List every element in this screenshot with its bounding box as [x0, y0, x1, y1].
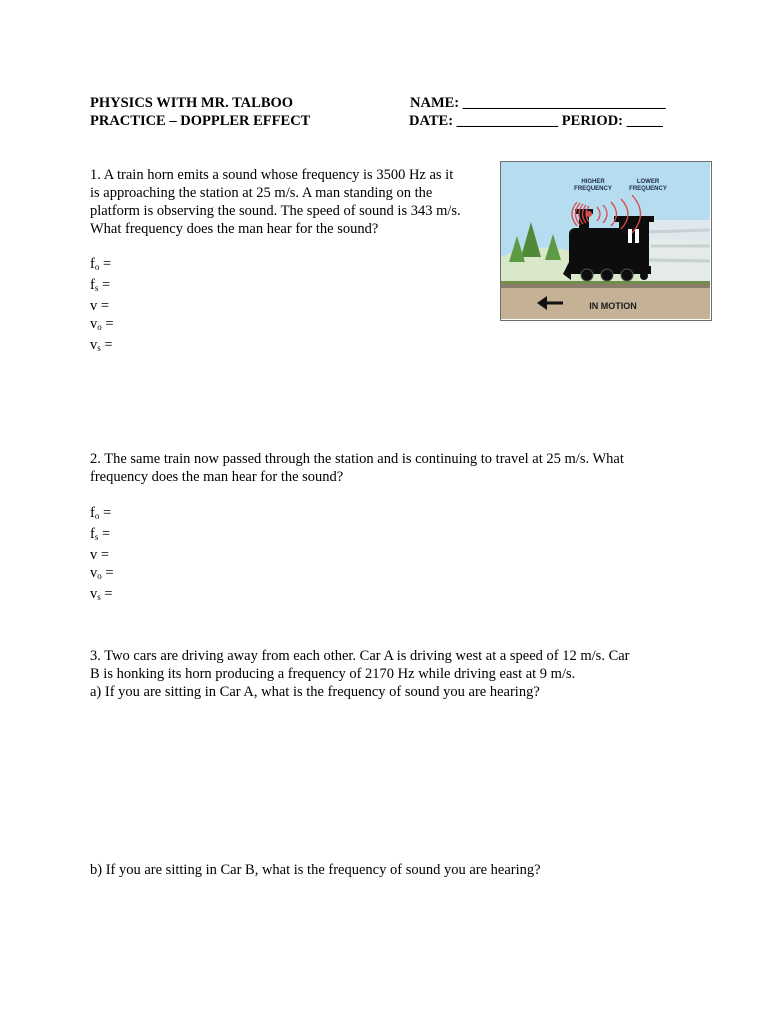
name-field[interactable]: NAME: ____________________________ [410, 95, 666, 111]
question-1 [90, 166, 490, 238]
question-2-line: 2. The same train now passed through the station and is continuing to travel at 25 m/s. What [90, 451, 624, 467]
question-2-variables [90, 504, 114, 606]
question-2-line: frequency does the man hear for the sound? [90, 469, 344, 485]
lower-label: LOWER [636, 179, 660, 185]
question-1-line: is approaching the station at 25 m/s. A man standing on the [90, 185, 433, 201]
question-3a: a) If you are sitting in Car A, what is the frequency of sound you are hearing? [90, 684, 540, 700]
var-vo: $v_o$ = [90, 316, 114, 332]
train-illustration [501, 162, 710, 319]
date-period-field[interactable]: DATE: ______________ PERIOD: _____ [409, 113, 663, 129]
lower-frequency-label: FREQUENCY [629, 186, 667, 192]
var-vo: $v_o$ = [90, 565, 114, 581]
var-vs: $v_s$ = [90, 586, 113, 602]
question-3-line: 3. Two cars are driving away from each other. Car A is driving west at a speed of 12 m/s. Car [90, 648, 630, 664]
var-vs: $v_s$ = [90, 337, 113, 353]
var-v: v = [90, 298, 110, 314]
var-v: v = [90, 547, 110, 563]
worksheet-title: PRACTICE – DOPPLER EFFECT [90, 113, 311, 129]
var-fs: $f_s$ = [90, 526, 111, 542]
question-1-line: 1. A train horn emits a sound whose frequency is 3500 Hz as it [90, 167, 454, 183]
var-fo: $f_o$ = [90, 256, 112, 272]
question-3 [90, 647, 720, 701]
question-3-line: B is honking its horn producing a frequency of 2170 Hz while driving east at 9 m/s. [90, 666, 576, 682]
question-3b: b) If you are sitting in Car B, what is the frequency of sound you are hearing? [90, 862, 541, 878]
higher-label: HIGHER [581, 179, 605, 185]
higher-frequency-label: FREQUENCY [574, 186, 612, 192]
question-2 [90, 450, 710, 486]
var-fs: $f_s$ = [90, 277, 111, 293]
in-motion-label: IN MOTION [589, 301, 637, 311]
question-1-variables [90, 255, 114, 357]
doppler-train-figure [500, 161, 712, 321]
question-1-line: What frequency does the man hear for the sound? [90, 221, 379, 237]
var-fo: $f_o$ = [90, 505, 112, 521]
question-1-line: platform is observing the sound. The speed of sound is 343 m/s. [90, 203, 461, 219]
course-title: PHYSICS WITH MR. TALBOO [90, 95, 294, 111]
